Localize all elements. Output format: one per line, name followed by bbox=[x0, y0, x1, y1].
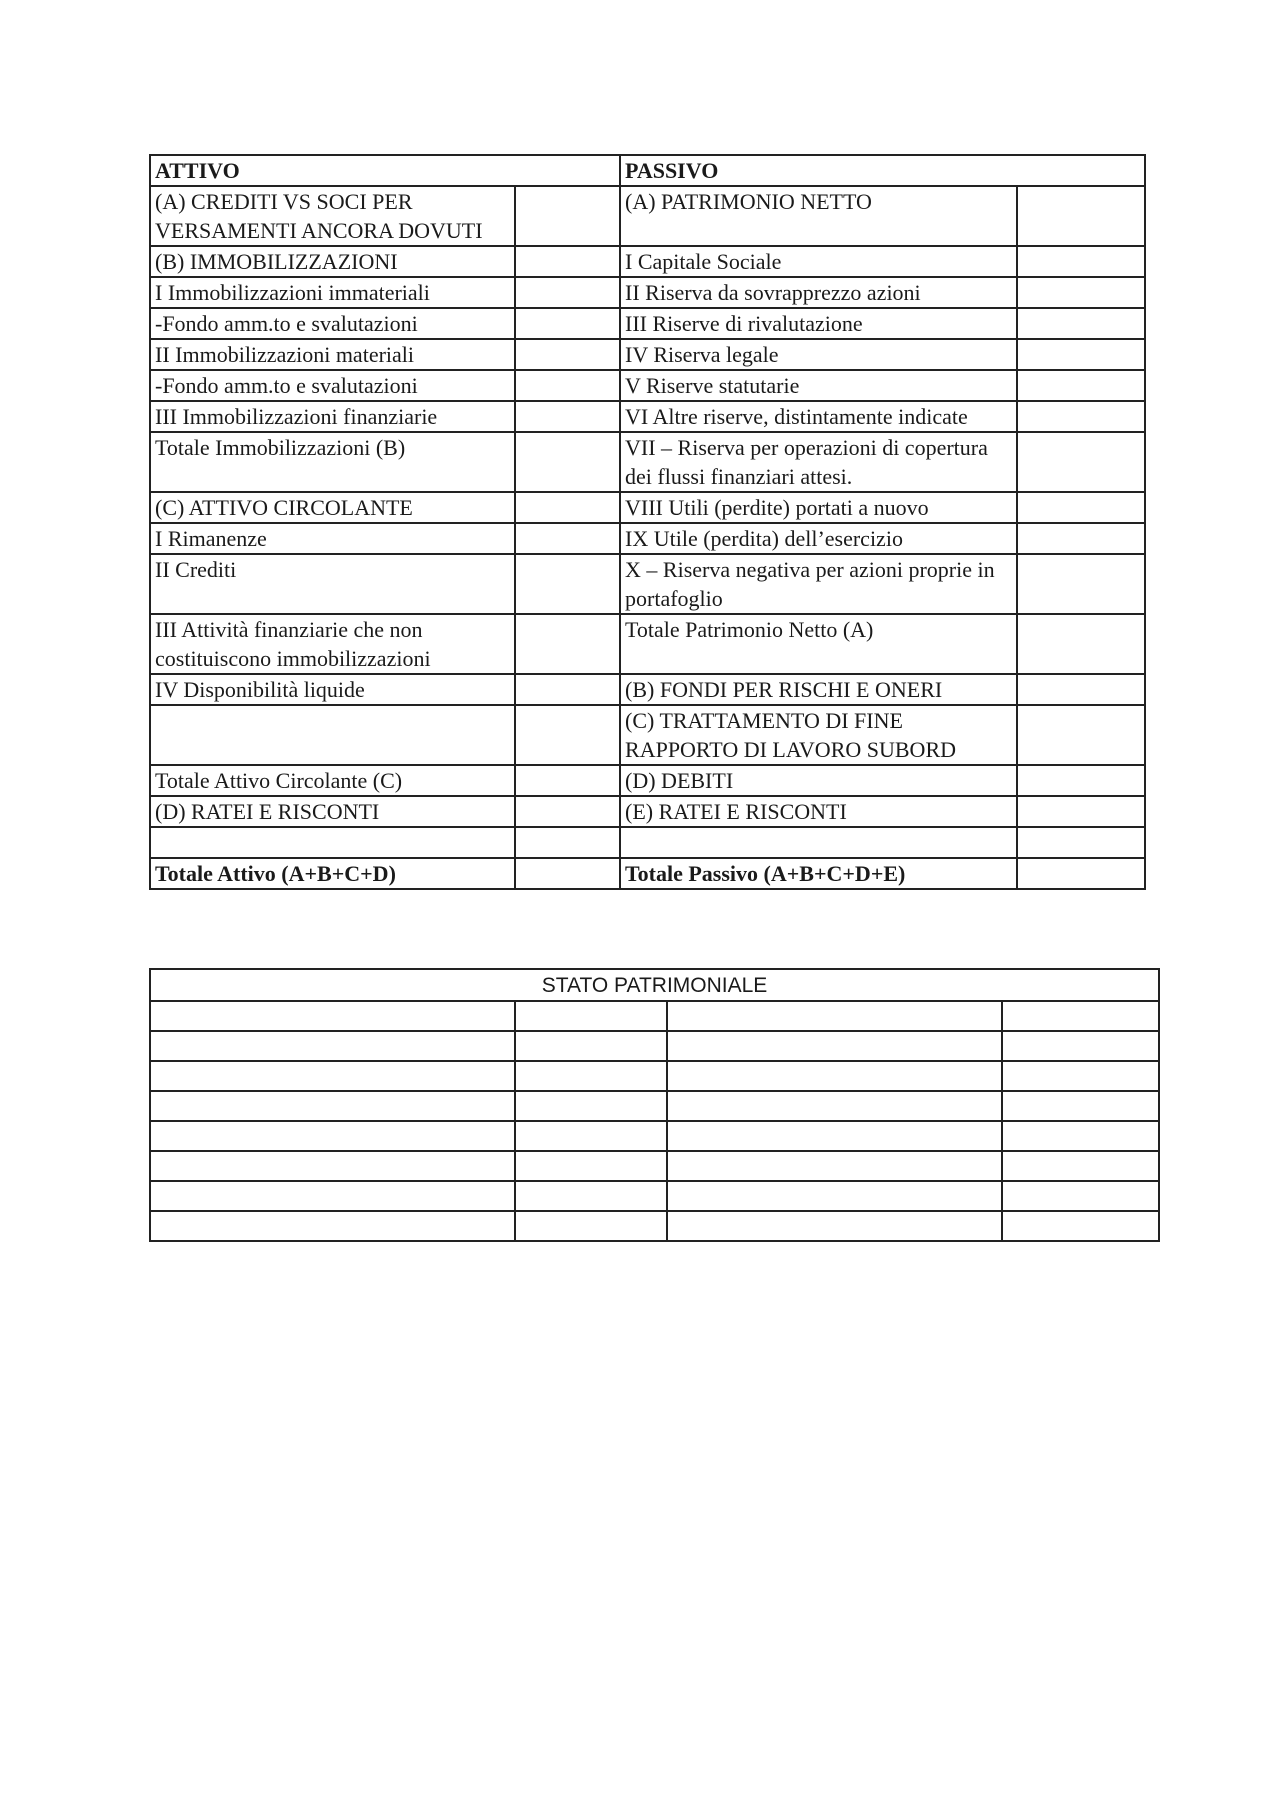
empty-cell bbox=[150, 1151, 515, 1181]
passivo-label: VII – Riserva per operazioni di copertura dei flussi finanziari attesi. bbox=[620, 432, 1017, 492]
table-row bbox=[150, 614, 1145, 674]
table-row bbox=[150, 1151, 1159, 1181]
passivo-label: VIII Utili (perdite) portati a nuovo bbox=[620, 492, 1017, 523]
empty-cell bbox=[515, 1211, 667, 1241]
empty-cell bbox=[150, 1061, 515, 1091]
table-row bbox=[150, 401, 1145, 432]
empty-cell bbox=[667, 1151, 1002, 1181]
empty-cell bbox=[667, 1091, 1002, 1121]
attivo-header: ATTIVO bbox=[150, 155, 620, 186]
table-row bbox=[150, 308, 1145, 339]
attivo-value-cell bbox=[515, 796, 620, 827]
empty-cell bbox=[150, 1121, 515, 1151]
empty-cell bbox=[667, 1001, 1002, 1031]
empty-cell bbox=[150, 1181, 515, 1211]
attivo-label: (D) RATEI E RISCONTI bbox=[150, 796, 515, 827]
passivo-header: PASSIVO bbox=[620, 155, 1145, 186]
attivo-value-cell bbox=[515, 246, 620, 277]
passivo-label: (A) PATRIMONIO NETTO bbox=[620, 186, 1017, 246]
passivo-value-cell bbox=[1017, 554, 1145, 614]
table-row bbox=[150, 705, 1145, 765]
empty-cell bbox=[667, 1211, 1002, 1241]
attivo-label: IV Disponibilità liquide bbox=[150, 674, 515, 705]
table-row bbox=[150, 339, 1145, 370]
attivo-label: I Immobilizzazioni immateriali bbox=[150, 277, 515, 308]
passivo-label: (E) RATEI E RISCONTI bbox=[620, 796, 1017, 827]
passivo-value-cell bbox=[1017, 339, 1145, 370]
passivo-label: (B) FONDI PER RISCHI E ONERI bbox=[620, 674, 1017, 705]
totale-attivo-value-cell bbox=[515, 858, 620, 889]
table-row bbox=[150, 1031, 1159, 1061]
passivo-label: (C) TRATTAMENTO DI FINE RAPPORTO DI LAVORO SUBORD bbox=[620, 705, 1017, 765]
empty-cell bbox=[515, 1001, 667, 1031]
attivo-value-cell bbox=[515, 674, 620, 705]
passivo-value-cell bbox=[1017, 674, 1145, 705]
table-row bbox=[150, 1211, 1159, 1241]
attivo-label: Totale Attivo Circolante (C) bbox=[150, 765, 515, 796]
passivo-label: I Capitale Sociale bbox=[620, 246, 1017, 277]
empty-cell bbox=[515, 1151, 667, 1181]
attivo-value-cell bbox=[515, 492, 620, 523]
passivo-label: II Riserva da sovrapprezzo azioni bbox=[620, 277, 1017, 308]
table-row bbox=[150, 523, 1145, 554]
table-row bbox=[150, 1091, 1159, 1121]
title-row bbox=[150, 969, 1159, 1001]
empty-cell bbox=[667, 1061, 1002, 1091]
attivo-value-cell bbox=[515, 523, 620, 554]
attivo-label: I Rimanenze bbox=[150, 523, 515, 554]
passivo-value-cell bbox=[1017, 827, 1145, 858]
passivo-label: (D) DEBITI bbox=[620, 765, 1017, 796]
empty-cell bbox=[515, 1031, 667, 1061]
table-row bbox=[150, 674, 1145, 705]
attivo-label: (B) IMMOBILIZZAZIONI bbox=[150, 246, 515, 277]
table-row bbox=[150, 765, 1145, 796]
empty-cell bbox=[515, 1091, 667, 1121]
passivo-value-cell bbox=[1017, 614, 1145, 674]
attivo-label: II Crediti bbox=[150, 554, 515, 614]
empty-cell bbox=[515, 1061, 667, 1091]
balance-sheet-table bbox=[149, 154, 1146, 890]
table-row bbox=[150, 186, 1145, 246]
empty-cell bbox=[1002, 1031, 1159, 1061]
passivo-value-cell bbox=[1017, 523, 1145, 554]
empty-cell bbox=[1002, 1151, 1159, 1181]
passivo-value-cell bbox=[1017, 186, 1145, 246]
table-row bbox=[150, 246, 1145, 277]
passivo-value-cell bbox=[1017, 308, 1145, 339]
empty-cell bbox=[1002, 1181, 1159, 1211]
empty-cell bbox=[1002, 1061, 1159, 1091]
attivo-value-cell bbox=[515, 705, 620, 765]
passivo-value-cell bbox=[1017, 370, 1145, 401]
attivo-label: -Fondo amm.to e svalutazioni bbox=[150, 370, 515, 401]
passivo-value-cell bbox=[1017, 246, 1145, 277]
attivo-label: II Immobilizzazioni materiali bbox=[150, 339, 515, 370]
passivo-label: V Riserve statutarie bbox=[620, 370, 1017, 401]
table-row bbox=[150, 277, 1145, 308]
attivo-value-cell bbox=[515, 339, 620, 370]
table-row bbox=[150, 370, 1145, 401]
attivo-value-cell bbox=[515, 308, 620, 339]
empty-cell bbox=[1002, 1211, 1159, 1241]
passivo-label: VI Altre riserve, distintamente indicate bbox=[620, 401, 1017, 432]
attivo-value-cell bbox=[515, 614, 620, 674]
attivo-label: III Attività finanziarie che non costituiscono immobilizzazioni bbox=[150, 614, 515, 674]
attivo-value-cell bbox=[515, 765, 620, 796]
passivo-label bbox=[620, 827, 1017, 858]
stato-patrimoniale-title: STATO PATRIMONIALE bbox=[150, 969, 1159, 1001]
passivo-label: X – Riserva negativa per azioni proprie in portafoglio bbox=[620, 554, 1017, 614]
totale-passivo-label: Totale Passivo (A+B+C+D+E) bbox=[620, 858, 1017, 889]
table-row bbox=[150, 1121, 1159, 1151]
attivo-label bbox=[150, 827, 515, 858]
passivo-label: IX Utile (perdita) dell’esercizio bbox=[620, 523, 1017, 554]
table-row bbox=[150, 1001, 1159, 1031]
attivo-label bbox=[150, 705, 515, 765]
empty-cell bbox=[1002, 1001, 1159, 1031]
passivo-value-cell bbox=[1017, 705, 1145, 765]
empty-cell bbox=[667, 1031, 1002, 1061]
empty-cell bbox=[515, 1181, 667, 1211]
stato-patrimoniale-table bbox=[149, 968, 1160, 1242]
passivo-value-cell bbox=[1017, 765, 1145, 796]
attivo-label: -Fondo amm.to e svalutazioni bbox=[150, 308, 515, 339]
empty-cell bbox=[667, 1121, 1002, 1151]
attivo-value-cell bbox=[515, 401, 620, 432]
passivo-label: Totale Patrimonio Netto (A) bbox=[620, 614, 1017, 674]
attivo-label: Totale Immobilizzazioni (B) bbox=[150, 432, 515, 492]
empty-cell bbox=[150, 1091, 515, 1121]
passivo-value-cell bbox=[1017, 432, 1145, 492]
passivo-value-cell bbox=[1017, 277, 1145, 308]
passivo-label: IV Riserva legale bbox=[620, 339, 1017, 370]
attivo-value-cell bbox=[515, 277, 620, 308]
passivo-value-cell bbox=[1017, 492, 1145, 523]
table-row bbox=[150, 1061, 1159, 1091]
passivo-value-cell bbox=[1017, 401, 1145, 432]
attivo-label: (A) CREDITI VS SOCI PER VERSAMENTI ANCORA DOVUTI bbox=[150, 186, 515, 246]
attivo-label: (C) ATTIVO CIRCOLANTE bbox=[150, 492, 515, 523]
table-row bbox=[150, 1181, 1159, 1211]
empty-cell bbox=[1002, 1091, 1159, 1121]
passivo-value-cell bbox=[1017, 796, 1145, 827]
attivo-value-cell bbox=[515, 827, 620, 858]
empty-cell bbox=[515, 1121, 667, 1151]
passivo-label: III Riserve di rivalutazione bbox=[620, 308, 1017, 339]
attivo-value-cell bbox=[515, 432, 620, 492]
table-row bbox=[150, 554, 1145, 614]
attivo-value-cell bbox=[515, 186, 620, 246]
attivo-value-cell bbox=[515, 554, 620, 614]
empty-cell bbox=[150, 1031, 515, 1061]
empty-cell bbox=[1002, 1121, 1159, 1151]
totale-attivo-label: Totale Attivo (A+B+C+D) bbox=[150, 858, 515, 889]
table-row bbox=[150, 492, 1145, 523]
empty-cell bbox=[150, 1211, 515, 1241]
table-row bbox=[150, 432, 1145, 492]
header-row bbox=[150, 155, 1145, 186]
attivo-label: III Immobilizzazioni finanziarie bbox=[150, 401, 515, 432]
totale-passivo-value-cell bbox=[1017, 858, 1145, 889]
empty-cell bbox=[150, 1001, 515, 1031]
attivo-value-cell bbox=[515, 370, 620, 401]
table-row bbox=[150, 796, 1145, 827]
empty-cell bbox=[667, 1181, 1002, 1211]
totals-row bbox=[150, 858, 1145, 889]
table-row bbox=[150, 827, 1145, 858]
